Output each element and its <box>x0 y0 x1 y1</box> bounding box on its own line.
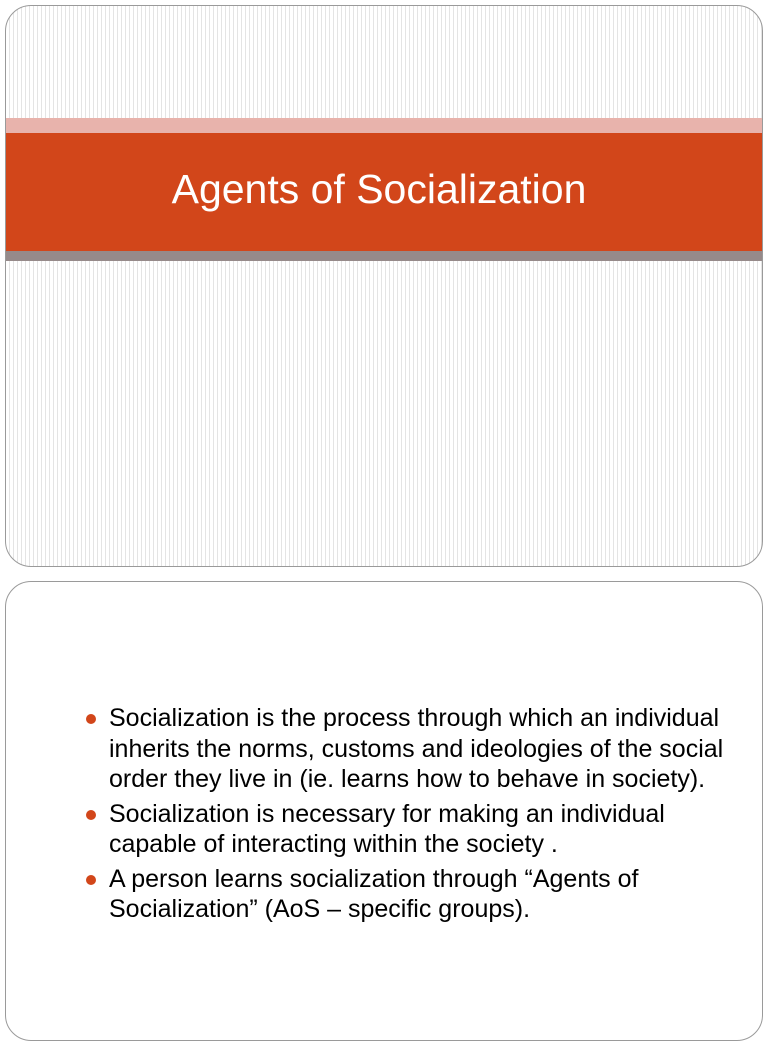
content-slide <box>5 581 763 1041</box>
bullet-dot-icon <box>86 810 96 820</box>
bullet-text: A person learns socialization through “Agents of Socialization” (AoS – specific groups). <box>109 864 639 923</box>
bullet-item <box>84 864 734 925</box>
bullet-list <box>84 703 734 929</box>
title-band <box>6 133 762 251</box>
title-top-accent-band <box>6 118 762 133</box>
bullet-dot-icon <box>86 714 96 724</box>
bullet-dot-icon <box>86 875 96 885</box>
bullet-text: Socialization is the process through which an individual inherits the norms, customs and ideologies of the social order they live in (ie. learns how to behave in society). <box>109 704 724 793</box>
slide-title: Agents of Socialization <box>171 165 587 212</box>
title-slide <box>5 5 763 567</box>
bullet-text: Socialization is necessary for making an individual capable of interacting within the society . <box>109 799 665 858</box>
bullet-item <box>84 703 734 795</box>
title-bottom-accent-band <box>6 251 762 261</box>
bullet-item <box>84 799 734 860</box>
